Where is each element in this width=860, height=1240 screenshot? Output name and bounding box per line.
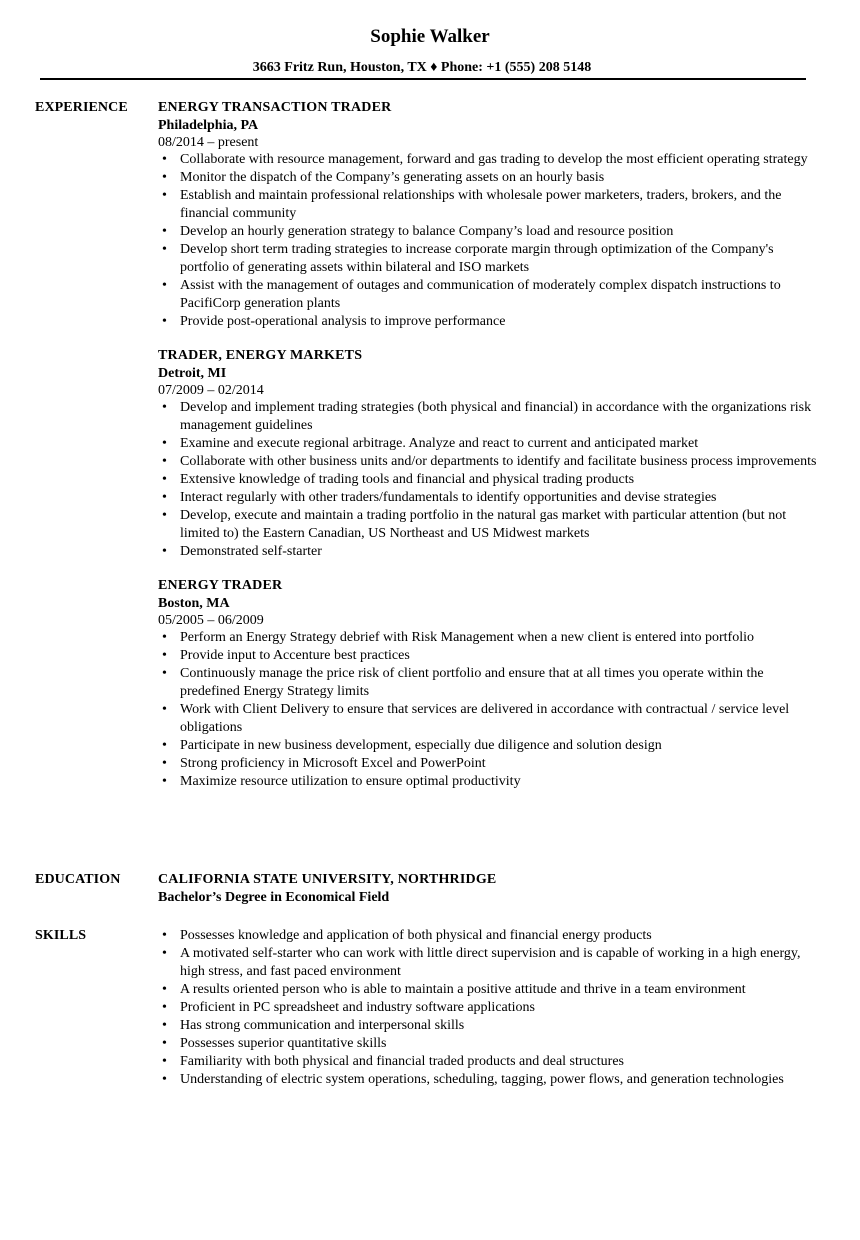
bullet-item: • Develop and implement trading strategies (both physical and financial) in accordance with the organizations risk management guidelines — [158, 399, 818, 435]
bullet-item: • Work with Client Delivery to ensure that services are delivered in accordance with contractual / service level obligations — [158, 701, 818, 737]
job-location: Philadelphia, PA — [158, 118, 259, 133]
bullet-item: • Develop, execute and maintain a trading portfolio in the natural gas market with particular attention (but not limited to) the Eastern Canadian, US Northeast and US Midwest markets — [158, 507, 818, 543]
bullet-item: • Familiarity with both physical and financial traded products and deal structures — [158, 1053, 818, 1071]
job-location: Detroit, MI — [158, 366, 227, 381]
bullet-item: • Provide input to Accenture best practices — [158, 647, 818, 665]
bullet-item: • Collaborate with other business units and/or departments to identify and facilitate business process improvements — [158, 453, 818, 471]
bullet-item: • Develop short term trading strategies to increase corporate margin through optimization of the Company's portfolio of generating assets within bilateral and ISO markets — [158, 241, 818, 277]
bullet-item: • Assist with the management of outages and communication of moderately complex dispatch instructions to PacifiCorp generation plants — [158, 277, 818, 313]
skills-bullets — [158, 927, 818, 1089]
bullet-item: • Interact regularly with other traders/fundamentals to identify opportunities and devise strategies — [158, 489, 818, 507]
experience-list — [158, 99, 818, 806]
bullet-item: • Demonstrated self-starter — [158, 543, 818, 561]
job-title: ENERGY TRADER — [158, 578, 283, 593]
job-bullets — [158, 151, 818, 331]
bullet-item: • Perform an Energy Strategy debrief with Risk Management when a new client is entered into portfolio — [158, 629, 818, 647]
job-title: ENERGY TRANSACTION TRADER — [158, 100, 392, 115]
skills-list — [158, 927, 818, 1089]
bullet-item: • Examine and execute regional arbitrage. Analyze and react to current and anticipated market — [158, 435, 818, 453]
job-dates: 08/2014 – present — [158, 135, 259, 150]
job-entry — [158, 347, 818, 561]
bullet-item: • Establish and maintain professional relationships with wholesale power marketers, traders, brokers, and the financial community — [158, 187, 818, 223]
candidate-name: Sophie Walker — [370, 26, 490, 47]
bullet-item: • Possesses superior quantitative skills — [158, 1035, 818, 1053]
job-location: Boston, MA — [158, 596, 230, 611]
bullet-item: • Possesses knowledge and application of both physical and financial energy products — [158, 927, 818, 945]
section-label-education: EDUCATION — [35, 872, 121, 887]
bullet-item: • Proficient in PC spreadsheet and industry software applications — [158, 999, 818, 1017]
contact-line: 3663 Fritz Run, Houston, TX ♦ Phone: +1 (555) 208 5148 — [252, 60, 592, 75]
bullet-item: • Strong proficiency in Microsoft Excel and PowerPoint — [158, 755, 818, 773]
job-bullets — [158, 399, 818, 561]
job-title: TRADER, ENERGY MARKETS — [158, 348, 363, 363]
bullet-item: • Monitor the dispatch of the Company’s generating assets on an hourly basis — [158, 169, 818, 187]
job-bullets — [158, 629, 818, 791]
job-entry — [158, 577, 818, 791]
bullet-item: • Understanding of electric system operations, scheduling, tagging, power flows, and generation technologies — [158, 1071, 818, 1089]
bullet-item: • Participate in new business development, especially due diligence and solution design — [158, 737, 818, 755]
bullet-item: • Collaborate with resource management, forward and gas trading to develop the most efficient operating strategy — [158, 151, 818, 169]
education-entry — [158, 871, 818, 907]
bullet-item: • Has strong communication and interpersonal skills — [158, 1017, 818, 1035]
bullet-item: • A motivated self-starter who can work with little direct supervision and is capable of working in a high energy, high stress, and fast paced environment — [158, 945, 818, 981]
job-dates: 07/2009 – 02/2014 — [158, 383, 264, 398]
bullet-item: • A results oriented person who is able to maintain a positive attitude and thrive in a team environment — [158, 981, 818, 999]
bullet-item: • Extensive knowledge of trading tools and financial and physical trading products — [158, 471, 818, 489]
bullet-item: • Maximize resource utilization to ensure optimal productivity — [158, 773, 818, 791]
section-label-skills: SKILLS — [35, 928, 87, 943]
degree-name: Bachelor’s Degree in Economical Field — [158, 890, 390, 905]
bullet-item: • Provide post-operational analysis to improve performance — [158, 313, 818, 331]
bullet-item: • Develop an hourly generation strategy to balance Company’s load and resource position — [158, 223, 818, 241]
header-divider — [40, 78, 806, 80]
bullet-item: • Continuously manage the price risk of client portfolio and ensure that at all times you operate within the predefined Energy Strategy limits — [158, 665, 818, 701]
school-name: CALIFORNIA STATE UNIVERSITY, NORTHRIDGE — [158, 872, 497, 887]
job-entry — [158, 99, 818, 331]
section-label-experience: EXPERIENCE — [35, 100, 128, 115]
job-dates: 05/2005 – 06/2009 — [158, 613, 264, 628]
